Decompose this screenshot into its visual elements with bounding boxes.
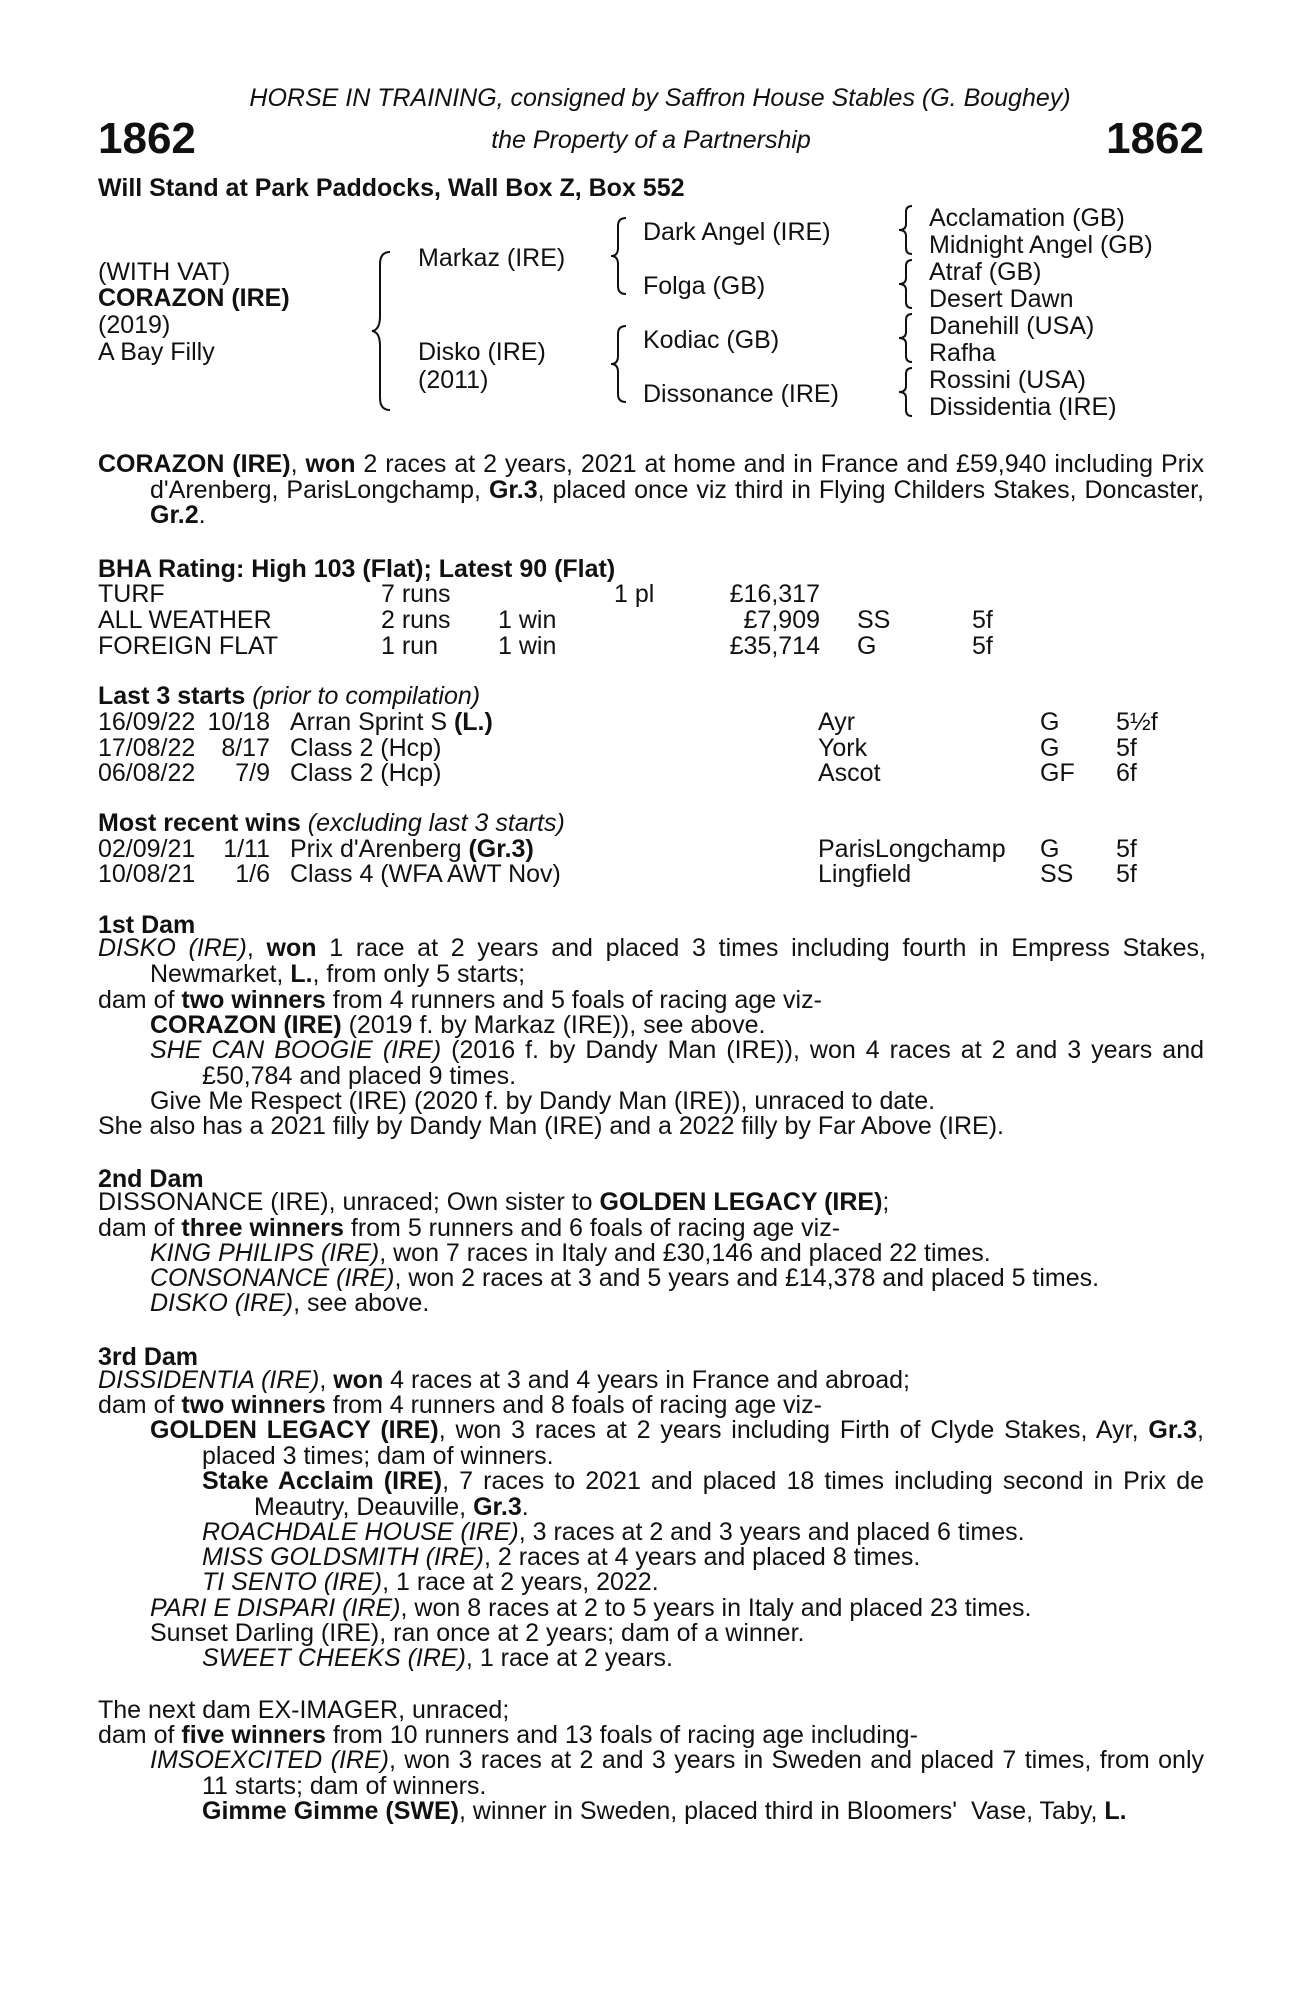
second-dam-produce-summary: dam of three winners from 5 runners and 6 foals of racing age viz- [98,1214,841,1242]
third-dam-produce-pari-e-dispari: PARI E DISPARI (IRE), won 8 races at 2 to 5 years in Italy and placed 23 times. [150,1594,1032,1622]
rating-prize: £35,714 [729,632,820,660]
first-dam-also: She also has a 2021 filly by Dandy Man (IRE) and a 2022 filly by Far Above (IRE). [98,1112,1005,1140]
brace-dam [608,324,630,404]
start-distance: 5f [1116,734,1137,762]
win-going: SS [1040,860,1074,888]
rating-runs: 2 runs [381,606,451,634]
brace-g4 [896,366,916,418]
win-date: 02/09/21 [98,835,196,863]
win-date: 10/08/21 [98,860,196,888]
start-going: GF [1040,759,1075,787]
rating-dist: 5f [972,632,993,660]
grandproduce-stake-acclaim: Stake Acclaim (IRE), 7 races to 2021 and placed 18 times including second in Prix de Meautry, Deauville, Gr.3. [202,1467,1205,1521]
rating-wins: 1 win [498,606,557,634]
brace-g1 [896,204,916,256]
first-dam-heading: 1st Dam [98,911,196,939]
sire-name: Markaz (IRE) [418,244,566,272]
brace-g3 [896,312,916,364]
first-dam-produce-1: CORAZON (IRE) (2019 f. by Markaz (IRE)), see above. [150,1011,766,1039]
granddam-3: Rafha [929,339,996,367]
rating-surface: TURF [98,580,165,608]
start-course: York [818,734,868,762]
first-dam-produce-2: SHE CAN BOOGIE (IRE) (2016 f. by Dandy Man (IRE)), won 4 races at 2 and 3 years and £50,784 and placed 9 times. [150,1036,1205,1090]
third-dam-produce-sunset-darling: Sunset Darling (IRE), ran once at 2 years; dam of a winner. [150,1619,805,1647]
first-dam-produce-3: Give Me Respect (IRE) (2020 f. by Dandy Man (IRE)), unraced to date. [150,1087,936,1115]
start-date: 17/08/22 [98,734,196,762]
granddam-1: Midnight Angel (GB) [929,231,1153,259]
next-dam-produce-summary: dam of five winners from 10 runners and 13 foals of racing age including- [98,1721,918,1749]
first-dam-produce-summary: dam of two winners from 4 runners and 5 foals of racing age viz- [98,986,822,1014]
third-dam-produce-summary: dam of two winners from 4 runners and 8 foals of racing age viz- [98,1391,822,1419]
win-race: Class 4 (WFA AWT Nov) [290,860,561,888]
horse-year: (2019) [98,311,171,339]
rating-surface: ALL WEATHER [98,606,272,634]
start-date: 06/08/22 [98,759,196,787]
grandsire-4: Rossini (USA) [929,366,1086,394]
lot-number-right: 1862 [1106,114,1204,163]
grandsire-1: Acclamation (GB) [929,204,1125,232]
dam-dam: Dissonance (IRE) [643,380,839,408]
win-distance: 5f [1116,835,1137,863]
grandproduce-ti-sento: TI SENTO (IRE), 1 race at 2 years, 2022. [202,1568,659,1596]
rating-dist: 5f [972,606,993,634]
lot-number-left: 1862 [98,114,196,163]
brace-main [370,250,394,412]
grandproduce-miss-goldsmith: MISS GOLDSMITH (IRE), 2 races at 4 years and placed 8 times. [202,1543,921,1571]
second-dam-heading: 2nd Dam [98,1165,204,1193]
rating-heading: BHA Rating: High 103 (Flat); Latest 90 (Flat) [98,555,616,583]
rating-prize: £16,317 [729,580,820,608]
stand-line: Will Stand at Park Paddocks, Wall Box Z, Box 552 [98,174,685,202]
start-distance: 6f [1116,759,1137,787]
vat-note: (WITH VAT) [98,258,231,286]
rating-going: SS [857,606,891,634]
start-race: Class 2 (Hcp) [290,759,442,787]
start-distance: 5½f [1116,708,1158,736]
start-date: 16/09/22 [98,708,196,736]
brace-g2 [896,258,916,310]
start-position: 7/9 [235,759,270,787]
second-dam-record: DISSONANCE (IRE), unraced; Own sister to GOLDEN LEGACY (IRE); [98,1188,890,1216]
win-course: ParisLongchamp [818,835,1006,863]
second-dam-produce-3: DISKO (IRE), see above. [150,1289,430,1317]
last3-heading: Last 3 starts (prior to compilation) [98,682,481,710]
win-position: 1/11 [223,835,270,863]
recent-wins-heading: Most recent wins (excluding last 3 starts) [98,809,565,837]
third-dam-produce-golden-legacy: GOLDEN LEGACY (IRE), won 3 races at 2 years including Firth of Clyde Stakes, Ayr, Gr.3, placed 3 times; dam of winners. [150,1416,1204,1470]
sire-sire: Dark Angel (IRE) [643,218,831,246]
win-position: 1/6 [235,860,270,888]
start-course: Ayr [818,708,856,736]
rating-wins: 1 win [498,632,557,660]
consignment-line: HORSE IN TRAINING, consigned by Saffron House Stables (G. Boughey) [249,84,1071,112]
win-course: Lingfield [818,860,912,888]
property-line: the Property of a Partnership [491,126,811,154]
grandproduce-roachdale-house: ROACHDALE HOUSE (IRE), 3 races at 2 and 3 years and placed 6 times. [202,1518,1025,1546]
grandproduce-gimme-gimme: Gimme Gimme (SWE), winner in Sweden, placed third in Bloomers' Vase, Taby, L. [202,1797,1127,1825]
rating-runs: 1 run [381,632,438,660]
dam-sire: Kodiac (GB) [643,326,780,354]
granddam-4: Dissidentia (IRE) [929,393,1117,421]
rating-placed: 1 pl [614,580,655,608]
start-position: 8/17 [221,734,270,762]
start-course: Ascot [818,759,881,787]
win-race: Prix d'Arenberg (Gr.3) [290,835,534,863]
horse-description: A Bay Filly [98,338,215,366]
start-position: 10/18 [207,708,270,736]
rating-going: G [857,632,877,660]
start-going: G [1040,708,1060,736]
third-dam-record: DISSIDENTIA (IRE), won 4 races at 3 and 4 years in France and abroad; [98,1366,910,1394]
first-dam-record: DISKO (IRE), won 1 race at 2 years and placed 3 times including fourth in Empress Stakes, Newmarket, L., from only 5 starts; [98,934,1206,988]
horse-name: CORAZON (IRE) [98,284,290,312]
race-summary: CORAZON (IRE), won 2 races at 2 years, 2021 at home and in France and £59,940 including Prix d'Arenberg, ParisLongchamp, Gr.3, placed once viz third in Flying Childers Stakes, Doncaster, Gr.2. [98,450,1204,529]
grandsire-3: Danehill (USA) [929,312,1095,340]
grandsire-2: Atraf (GB) [929,258,1042,286]
win-going: G [1040,835,1060,863]
next-dam-record: The next dam EX-IMAGER, unraced; [98,1696,510,1724]
granddam-2: Desert Dawn [929,285,1074,313]
rating-surface: FOREIGN FLAT [98,632,279,660]
grandproduce-sweet-cheeks: SWEET CHEEKS (IRE), 1 race at 2 years. [202,1644,673,1672]
brace-sire [608,216,630,296]
next-dam-produce-imsoexcited: IMSOEXCITED (IRE), won 3 races at 2 and 3 years in Sweden and placed 7 times, from only 11 starts; dam of winners. [150,1746,1204,1800]
dam-year: (2011) [418,366,489,394]
rating-runs: 7 runs [381,580,451,608]
start-going: G [1040,734,1060,762]
second-dam-produce-2: CONSONANCE (IRE), won 2 races at 3 and 5 years and £14,378 and placed 5 times. [150,1264,1100,1292]
win-distance: 5f [1116,860,1137,888]
second-dam-produce-1: KING PHILIPS (IRE), won 7 races in Italy and £30,146 and placed 22 times. [150,1239,991,1267]
rating-prize: £7,909 [743,606,820,634]
dam-name: Disko (IRE) [418,338,546,366]
sire-dam: Folga (GB) [643,272,766,300]
start-race: Arran Sprint S (L.) [290,708,493,736]
third-dam-heading: 3rd Dam [98,1343,199,1371]
start-race: Class 2 (Hcp) [290,734,442,762]
